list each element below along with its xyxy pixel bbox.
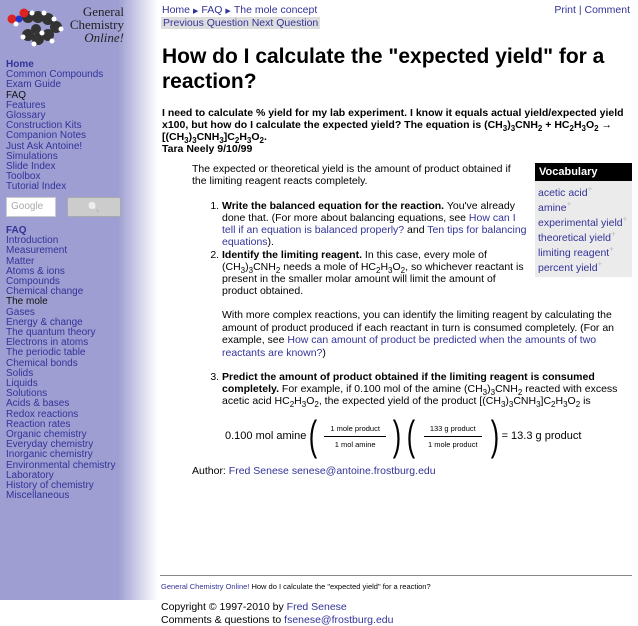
numerator: 1 mole product [324,421,386,437]
subscript: 3 [248,266,254,276]
faq-nav-the-periodic-table[interactable]: The periodic table [6,347,86,359]
faq-nav-organic-chemistry[interactable]: Organic chemistry [6,429,87,441]
faq-nav-laboratory[interactable]: Laboratory [6,469,54,481]
faq-nav-everyday-chemistry[interactable]: Everyday chemistry [6,439,94,451]
plus-icon: + [610,229,616,239]
subscript: 3 [246,136,252,146]
subscript: 3 [502,124,508,134]
nav-companion-notes[interactable]: Companion Notes [6,130,87,142]
plus-icon: + [609,244,614,254]
author-name-link[interactable]: Fred Senese [228,465,289,477]
subscript: 3 [219,136,224,146]
step-item: 2. Identify the limiting reagent. In this case, every mole of $(CH_3)_3CNH_2$ needs a mole of $HC_2H_3O_2$, so whichever reactant is present in the smaller molar amount will limit the amount of product obtained. [222,249,527,297]
subscript: 3 [536,400,541,410]
inline-link[interactable]: How can I tell if an equation is balanced properly? [222,212,516,236]
inline-link[interactable]: Ten tips for balancing equations [222,224,527,248]
faq-nav-measurement[interactable]: Measurement [6,245,68,257]
author-email-link[interactable]: senese@antoine.frostburg.edu [291,465,436,477]
subscript: 2 [234,136,240,146]
breadcrumb-home[interactable]: Home [162,4,191,16]
faq-nav-solids[interactable]: Solids [6,367,34,379]
right-paren: ) [392,412,402,459]
comments-text: Comments & questions to [161,613,282,626]
faq-nav-redox-reactions[interactable]: Redox reactions [6,408,79,420]
copyright [160,601,632,626]
answer-body [162,163,632,477]
breadcrumb-faq[interactable]: FAQ [201,4,223,16]
faq-nav-electrons-in-atoms[interactable]: Electrons in atoms [6,337,89,349]
intro-text: The expected or theoretical yield is the amount of product obtained if the limiting reagent reacts completely. [192,163,511,187]
subscript: 2 [314,400,319,410]
vocab-link[interactable] [535,246,632,261]
subscript: 2 [376,266,381,276]
site-logo[interactable] [6,5,124,47]
plus-icon: + [622,214,628,224]
sidebar [0,0,160,600]
nav-common-compounds[interactable]: Common Compounds [6,69,104,81]
separator: | [578,4,582,16]
faq-nav-history-of-chemistry[interactable]: History of chemistry [6,480,94,492]
vocab-term: experimental yield [538,217,623,229]
subscript: 3 [301,400,307,410]
bold-text: Predict the amount of product obtained if the limiting reagent is consumed completely. [222,371,595,395]
faq-nav-acids-bases[interactable]: Acids & bases [6,398,70,410]
numerator: 133 g product [424,421,482,437]
subscript: 2 [594,124,599,134]
site-home-link[interactable]: General Chemistry Online! [161,582,250,591]
subscript: 3 [388,266,393,276]
steps-list [192,200,527,297]
subscript: 2 [537,124,543,134]
faq-nav [6,226,115,501]
vocab-link[interactable] [535,216,632,231]
main-content [162,44,632,626]
faq-nav-matter[interactable]: Matter [6,255,35,267]
faq-nav-miscellaneous[interactable]: Miscellaneous [6,490,70,502]
vocab-term: percent yield [538,262,598,274]
faq-nav-introduction[interactable]: Introduction [6,235,59,247]
footer-breadcrumb [160,582,632,591]
footer [160,575,632,626]
subscript: 2 [275,266,281,276]
faq-nav-gases[interactable]: Gases [6,306,35,318]
nav-tutorial-index[interactable]: Tutorial Index [6,181,67,193]
previous-question-link[interactable]: Previous Question [163,17,249,29]
subscript: 3 [500,400,506,410]
vocab-term: limiting reagent [538,247,610,259]
page-actions [554,4,630,16]
subscript: 3 [482,388,488,398]
nav-toolbox[interactable]: Toolbox [6,171,41,183]
faq-heading[interactable]: FAQ [6,225,27,236]
subscript: 3 [581,124,586,134]
triangle-right-icon: ▶ [193,8,199,15]
author-label: Author: [192,465,226,477]
question-text: I need to calculate % yield for my lab experiment. I know it equals actual yield/expected yield x100, but how do I calculate the expected yield? The equation is $(CH_3)_3CNH_2 + HC_2H_3O_2 \to [(CH_3)_3CNH_3]C_2H_3O_2$. Tara Neely 9/10/99 [162,107,624,155]
breadcrumb-mole-concept[interactable]: The mole concept [233,4,318,16]
step-item: 1. Write the balanced equation for the reaction. You've already done that. (For more about balancing equations, see How can I tell if an equation is balanced properly? and Ten tips for balancing equations). [222,200,527,248]
subscript: 2 [551,400,556,410]
equation-result: = 13.3 g product [501,429,582,442]
nav-just-ask-antoine-[interactable]: Just Ask Antoine! [6,140,83,152]
subscript: 3 [192,136,197,146]
subscript: 2 [569,124,574,134]
equation-start: 0.100 mol amine [225,429,307,442]
faq-nav-liquids[interactable]: Liquids [6,378,38,390]
faq-nav-inorganic-chemistry[interactable]: Inorganic chemistry [6,449,93,461]
nav-home[interactable]: Home [6,59,34,70]
subscript: 3 [240,266,246,276]
faq-nav-environmental-chemistry[interactable]: Environmental chemistry [6,459,116,471]
nav-features[interactable]: Features [6,99,46,111]
vocabulary-heading: Vocabulary [535,163,632,181]
logo-text: General Chemistry Online! [69,4,124,45]
search-button[interactable] [67,197,121,217]
subscript: 2 [517,388,523,398]
step-item: 3. Predict the amount of product obtained if the limiting reagent is consumed completely. For example, if 0.100 mol of the amine $(CH_3)_3CNH_2$ reacted with excess acetic acid $HC_2H_3O_2$, the expected yield of the product $[(CH_3)_3CNH_3]C_2H_3O_2$ is [222,371,632,407]
nav-simulations[interactable]: Simulations [6,150,58,162]
faq-nav-chemical-bonds[interactable]: Chemical bonds [6,357,78,369]
vocab-link[interactable] [535,186,632,201]
subscript: 3 [184,136,189,146]
subscript: 3 [510,124,516,134]
contact-email-link[interactable]: fsenese@frostburg.edu [284,613,394,626]
faq-nav-solutions[interactable]: Solutions [6,388,48,400]
author-line [192,465,632,477]
breadcrumb [162,4,317,18]
subscript: 2 [400,266,406,276]
plus-icon: + [587,184,593,194]
main-nav [6,60,103,193]
copyright-name-link[interactable]: Fred Senese [286,601,347,613]
search-icon: 🔍 [88,202,100,212]
faq-nav-the-quantum-theory[interactable]: The quantum theory [6,327,96,339]
nav-exam-guide[interactable]: Exam Guide [6,79,62,91]
left-paren: ( [406,412,416,459]
nav-faq[interactable]: FAQ [6,89,27,101]
right-paren: ) [490,412,499,459]
subscript: 3 [563,400,568,410]
plus-icon: + [597,259,603,269]
question-nav [161,17,320,29]
copyright-text: Copyright © 1997-2010 by [161,601,284,613]
triangle-right-icon: ▶ [225,8,231,15]
nav-construction-kits[interactable]: Construction Kits [6,120,82,132]
fraction [320,421,390,452]
denominator: 1 mole product [427,439,478,449]
bold-text: Write the balanced equation for the reaction. [222,200,445,212]
nav-slide-index[interactable]: Slide Index [6,161,56,173]
faq-nav-chemical-change[interactable]: Chemical change [6,286,84,298]
subscript: 2 [575,400,581,410]
vocab-term: acetic acid [538,187,588,199]
vocab-term: amine [538,202,567,214]
faq-nav-energy-change[interactable]: Energy & change [6,316,83,328]
subscript: 2 [259,136,264,146]
google-search-input[interactable]: Google [6,197,56,217]
vocab-term: theoretical yield [538,232,611,244]
yield-equation [225,411,632,461]
vocab-link[interactable] [535,231,632,246]
faq-nav-the-mole[interactable]: The mole [6,296,48,308]
faq-nav-compounds[interactable]: Compounds [6,276,60,288]
subscript: 3 [508,400,514,410]
plus-icon: + [566,199,572,209]
subscript: 2 [289,400,295,410]
vocab-link[interactable] [535,261,632,276]
steps-list [192,371,632,410]
vocabulary-box [535,163,632,277]
next-question-link[interactable]: Next Question [251,17,319,29]
bold-text: Identify the limiting reagent. [222,249,363,261]
complex-reactions-text: With more complex reactions, you can identify the limiting reagent by calculating the amount of product produced if each reactant in turn is consumed completely. (For an example, see How can amount of product be predicted when the amounts of two reactants are known?) [222,309,615,359]
denominator: 1 mol amine [334,439,376,449]
molecule-icon [6,5,68,47]
fraction [418,421,488,452]
subscript: 3 [490,388,496,398]
left-paren: ( [309,412,318,459]
comment-link[interactable]: Comment [584,4,630,16]
faq-nav-atoms-ions[interactable]: Atoms & ions [6,265,65,277]
vocab-link[interactable] [535,201,632,216]
page-title: How do I calculate the "expected yield" for a reaction? [162,45,605,93]
nav-glossary[interactable]: Glossary [6,110,46,122]
inline-link[interactable]: How can amount of product be predicted when the amounts of two reactants are known? [222,334,597,359]
print-link[interactable]: Print [554,4,576,16]
footer-page-title: How do I calculate the "expected yield" for a reaction? [251,582,431,591]
faq-nav-reaction-rates[interactable]: Reaction rates [6,418,71,430]
